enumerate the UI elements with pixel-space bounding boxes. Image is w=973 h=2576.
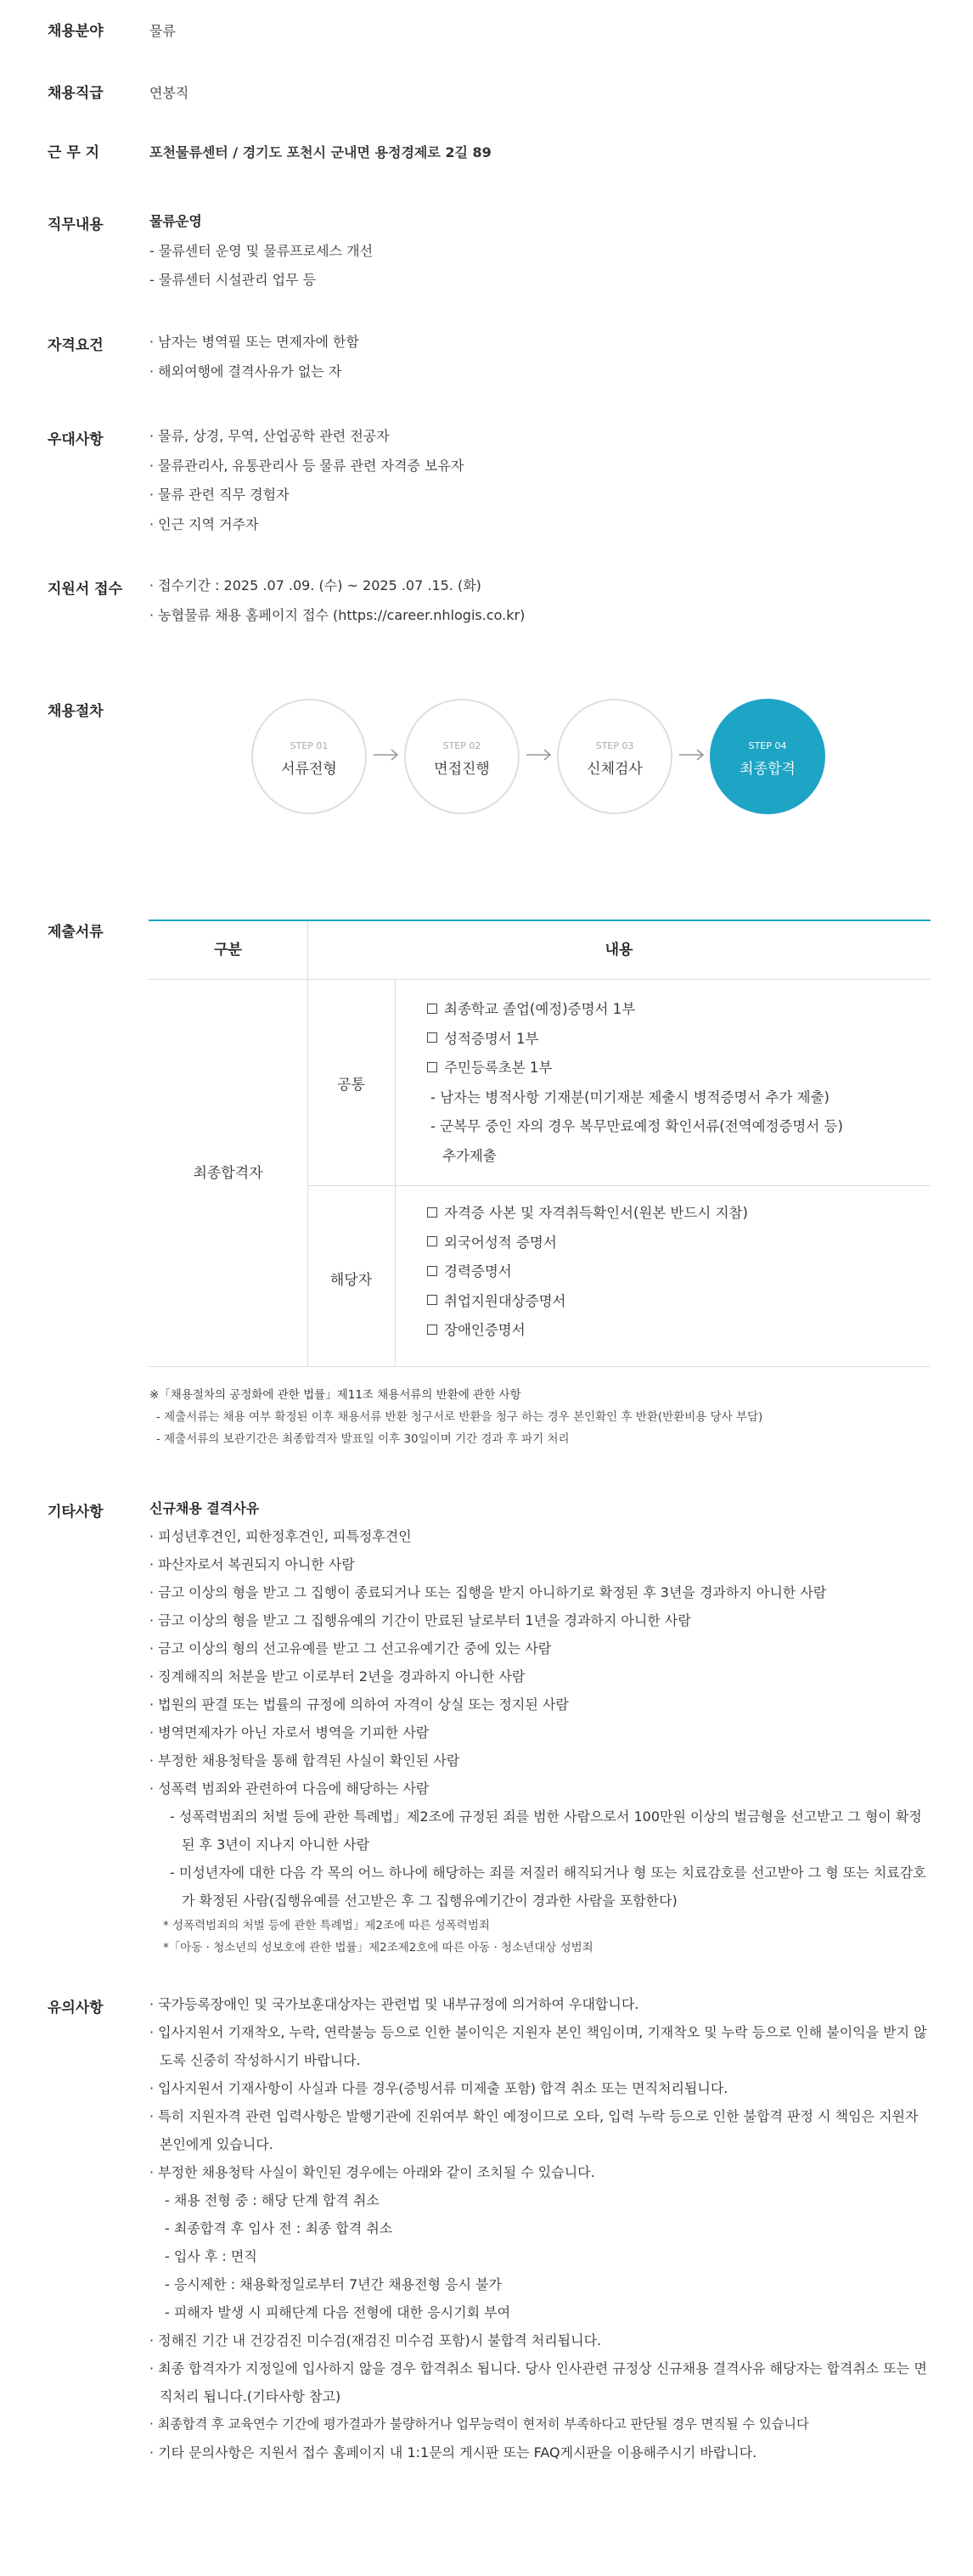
checkbox-square-icon (427, 1207, 437, 1218)
etc-item: · 성폭력 범죄와 관련하여 다음에 해당하는 사람 (149, 1780, 430, 1797)
doc-sub-item: - 남자는 병적사항 기재분(미기재분 제출시 병적증명서 추가 제출) (430, 1088, 830, 1105)
doc-item (427, 1229, 920, 1258)
apply-label: 지원서 접수 (48, 581, 123, 598)
checkbox-square-icon (427, 1004, 437, 1014)
caution-item: · 특히 지원자격 관련 입력사항은 발행기관에 진위여부 확인 예정이므로 오타, 입력 누락 등으로 인한 불합격 판정 시 책임은 지원자 본인에게 있습니다. (149, 2108, 919, 2152)
caution-item: · 입사지원서 기재착오, 누락, 연락불능 등으로 인한 불이익은 지원자 본인 책임이며, 기재착오 및 누락 등으로 인해 불이익을 받지 않도록 신중히 작성하시기 바랍니다. (149, 2024, 927, 2068)
field-value: 물류 (149, 23, 176, 39)
step-2 (404, 699, 520, 814)
doc-item (427, 1054, 920, 1083)
doc-sub-item: 추가제출 (442, 1147, 497, 1164)
doc-item-text: 장애인증명서 (444, 1322, 526, 1338)
caution-label: 유의사항 (48, 1999, 104, 2016)
preference-item: · 인근 지역 거주자 (149, 515, 259, 532)
apply-homepage: · 농협물류 채용 홈페이지 접수 (https://career.nhlogis.co.kr) (149, 606, 526, 623)
etc-item: · 파산자로서 복권되지 아니한 사람 (149, 1556, 355, 1572)
doc-item-text: 취업지원대상증명서 (444, 1292, 566, 1309)
documents-note: ※「채용절차의 공정화에 관한 법률」제11조 채용서류의 반환에 관한 사항 (149, 1388, 521, 1402)
documents-note: - 제출서류는 채용 여부 확정된 이후 채용서류 반환 청구서로 반환을 청구 하는 경우 본인확인 후 반환(반환비용 당사 부담) (156, 1410, 763, 1424)
etc-sub-item: - 성폭력범죄의 처벌 등에 관한 특례법」제2조에 규정된 죄를 범한 사람으로서 100만원 이상의 벌금형을 선고받고 그 형이 확정된 후 3년이 지나지 아니한 사람 (170, 1808, 922, 1853)
preference-item: · 물류, 상경, 무역, 산업공학 관련 전공자 (149, 428, 390, 444)
caution-item: · 기타 문의사항은 지원서 접수 홈페이지 내 1:1문의 게시판 또는 FAQ게시판을 이용해주시기 바랍니다. (149, 2444, 757, 2461)
documents-note: - 제출서류의 보관기간은 최종합격자 발표일 이후 30일이며 기간 경과 후 파기 처리 (156, 1432, 570, 1446)
table-sub-applicable: 해당자 (329, 1272, 373, 1289)
doc-item-text: 주민등록초본 1부 (444, 1060, 553, 1076)
etc-item: · 징계해직의 처분을 받고 이로부터 2년을 경과하지 아니한 사람 (149, 1668, 526, 1685)
qualification-content (149, 328, 931, 386)
qualification-item: · 해외여행에 결격사유가 없는 자 (149, 363, 342, 380)
doc-item (427, 1287, 920, 1317)
arrow-right-icon (678, 746, 706, 763)
doc-sub-item: - 군복무 중인 자의 경우 복무만료예정 확인서류(전역예정증명서 등) (430, 1118, 843, 1134)
common-docs (427, 995, 920, 1171)
caution-item: · 최종 합격자가 지정일에 입사하지 않을 경우 합격취소 됩니다. 당사 인사관련 규정상 신규채용 결격사유 해당자는 합격취소 또는 면직처리 됩니다.(기타사항 참고) (149, 2360, 927, 2404)
step-title: 면접진행 (434, 761, 490, 778)
etc-item: · 피성년후견인, 피한정후견인, 피특정후견인 (149, 1528, 412, 1544)
caution-item: · 국가등록장애인 및 국가보훈대상자는 관련법 및 내부규정에 의거하여 우대합니다. (149, 1996, 639, 2012)
duty-content (149, 207, 931, 295)
doc-item (427, 1316, 920, 1346)
checkbox-square-icon (427, 1325, 437, 1335)
etc-content (149, 1494, 931, 1959)
duty-title: 물류운영 (149, 213, 202, 229)
doc-item-text: 성적증명서 1부 (444, 1030, 539, 1047)
doc-item-text: 최종학교 졸업(예정)증명서 1부 (444, 1001, 636, 1017)
caution-sub-item: - 응시제한 : 채용확정일로부터 7년간 채용전형 응시 불가 (165, 2276, 502, 2292)
doc-item-text: 자격증 사본 및 자격취득확인서(원본 반드시 지참) (444, 1205, 748, 1221)
checkbox-square-icon (427, 1236, 437, 1246)
table-divider (307, 1185, 931, 1186)
step-number: STEP 03 (595, 740, 634, 751)
etc-item: · 금고 이상의 형을 받고 그 집행유예의 기간이 만료된 날로부터 1년을 경과하지 아니한 사람 (149, 1612, 691, 1628)
process-label: 채용절차 (48, 703, 104, 720)
caution-content (149, 1990, 931, 2466)
etc-item: · 금고 이상의 형의 선고유예를 받고 그 선고유예기간 중에 있는 사람 (149, 1640, 552, 1656)
doc-item (427, 1025, 920, 1055)
caution-item: · 정해진 기간 내 건강검진 미수검(재검진 미수검 포함)시 불합격 처리됩니다. (149, 2332, 602, 2348)
checkbox-square-icon (427, 1266, 437, 1276)
doc-item-text: 외국어성적 증명서 (444, 1234, 557, 1251)
etc-note: * 성폭력범죄의 처벌 등에 관한 특례법」제2조에 따른 성폭력범죄 (163, 1919, 490, 1932)
field-label: 채용분야 (48, 23, 104, 40)
location-value: 포천물류센터 / 경기도 포천시 군내면 용정경제로 2길 89 (149, 144, 492, 160)
caution-item: · 최종합격 후 교육연수 기간에 평가결과가 불량하거나 업무능력이 현저히 부족하다고 판단될 경우 면직될 수 있습니다 (149, 2416, 809, 2432)
arrow-right-icon (525, 746, 554, 763)
arrow-right-icon (372, 746, 401, 763)
step-title: 최종합격 (740, 761, 796, 778)
table-group-final: 최종합격자 (193, 1165, 263, 1182)
caution-item: · 부정한 채용청탁 사실이 확인된 경우에는 아래와 같이 조치될 수 있습니다. (149, 2164, 595, 2180)
caution-item: · 입사지원서 기재사항이 사실과 다를 경우(증빙서류 미제출 포함) 합격 취소 또는 면직처리됩니다. (149, 2080, 728, 2096)
table-header-category: 구분 (214, 942, 242, 959)
etc-label: 기타사항 (48, 1504, 104, 1521)
caution-sub-item: - 최종합격 후 입사 전 : 최종 합격 취소 (165, 2220, 393, 2236)
checkbox-square-icon (427, 1062, 437, 1072)
documents-notes (149, 1384, 931, 1450)
apply-content (149, 571, 931, 630)
step-number: STEP 04 (748, 740, 787, 751)
duty-item: - 물류센터 시설관리 업무 등 (149, 272, 317, 288)
step-number: STEP 02 (442, 740, 481, 751)
etc-note: *「아동 · 청소년의 성보호에 관한 법률」제2조제2호에 따른 아동 · 청소년대상 성범죄 (163, 1941, 593, 1954)
table-divider (395, 979, 396, 1367)
step-1 (251, 699, 367, 814)
table-divider (149, 1366, 931, 1367)
grade-value: 연봉직 (149, 85, 189, 101)
step-4-current (710, 699, 825, 814)
preference-content (149, 422, 931, 539)
doc-item (427, 1257, 920, 1287)
step-3 (557, 699, 672, 814)
caution-sub-item: - 입사 후 : 면직 (165, 2248, 257, 2264)
caution-sub-item: - 채용 전형 중 : 해당 단계 합격 취소 (165, 2192, 380, 2208)
preference-label: 우대사항 (48, 431, 104, 448)
duty-item: - 물류센터 운영 및 물류프로세스 개선 (149, 242, 374, 259)
apply-period: · 접수기간 : 2025 .07 .09. (수) ~ 2025 .07 .15. (화) (149, 577, 481, 593)
duty-label: 직무내용 (48, 217, 104, 233)
table-divider (149, 979, 931, 980)
etc-item: · 금고 이상의 형을 받고 그 집행이 종료되거나 또는 집행을 받지 아니하기로 확정된 후 3년을 경과하지 아니한 사람 (149, 1584, 827, 1600)
caution-sub-item: - 피해자 발생 시 피해단계 다음 전형에 대한 응시기회 부여 (165, 2304, 511, 2320)
preference-item: · 물류관리사, 유통관리사 등 물류 관련 자격증 보유자 (149, 457, 464, 474)
step-title: 서류전형 (281, 761, 337, 778)
table-sub-common: 공통 (337, 1077, 365, 1094)
table-header-content: 내용 (605, 942, 633, 959)
etc-item: · 법원의 판결 또는 법률의 규정에 의하여 자격이 상실 또는 정지된 사람 (149, 1696, 569, 1713)
checkbox-square-icon (427, 1295, 437, 1305)
grade-label: 채용직급 (48, 85, 104, 102)
documents-label: 제출서류 (48, 924, 104, 941)
etc-sub-item: - 미성년자에 대한 다음 각 목의 어느 하나에 해당하는 죄를 저질러 해직되거나 형 또는 치료감호를 선고받아 그 형 또는 치료감호가 확정된 사람(집행유예를 선고받은 후 그 집행유예기간이 경과한 사람을 포함한다) (170, 1865, 926, 1909)
doc-item (427, 995, 920, 1025)
qualification-item: · 남자는 병역필 또는 면제자에 한함 (149, 334, 359, 350)
location-label: 근 무 지 (48, 144, 100, 161)
etc-item: · 병역면제자가 아닌 자로서 병역을 기피한 사람 (149, 1724, 430, 1741)
table-divider (307, 921, 308, 1367)
doc-item-text: 경력증명서 (444, 1263, 512, 1280)
step-title: 신체검사 (587, 761, 643, 778)
doc-item (427, 1199, 920, 1229)
qualification-label: 자격요건 (48, 337, 104, 354)
documents-table (149, 920, 931, 1367)
preference-item: · 물류 관련 직무 경험자 (149, 487, 290, 503)
etc-item: · 부정한 채용청탁을 통해 합격된 사실이 확인된 사람 (149, 1752, 460, 1769)
process-steps (251, 699, 931, 818)
checkbox-square-icon (427, 1032, 437, 1043)
etc-title: 신규채용 결격사유 (149, 1500, 260, 1516)
applicable-docs (427, 1199, 920, 1346)
step-number: STEP 01 (290, 740, 329, 751)
